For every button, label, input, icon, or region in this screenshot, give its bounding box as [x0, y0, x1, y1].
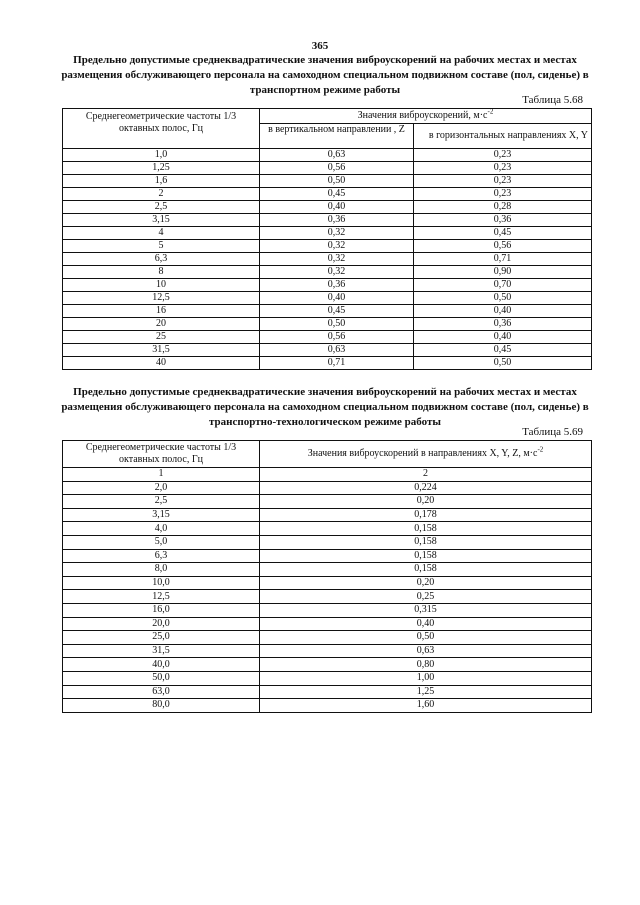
table-row: [63, 685, 592, 699]
header-frequency: Среднегеометрические частоты 1/3 октавных полос, Гц: [63, 441, 260, 468]
table-row: [63, 671, 592, 685]
column-number: 2: [260, 468, 592, 482]
frequency-cell: 3,15: [63, 508, 260, 522]
frequency-cell: 50,0: [63, 671, 260, 685]
horizontal-value-cell: 0,23: [414, 149, 592, 162]
value-cell: 1,00: [260, 671, 592, 685]
header-values: Значения виброускорений, $м\cdot с^{-2}$: [260, 109, 592, 124]
table-row: [63, 240, 592, 253]
frequency-cell: 4: [63, 227, 260, 240]
horizontal-value-cell: 0,45: [414, 227, 592, 240]
vertical-value-cell: 0,32: [260, 227, 414, 240]
horizontal-value-cell: 0,40: [414, 331, 592, 344]
column-number-row: [63, 468, 592, 482]
horizontal-value-cell: 0,23: [414, 188, 592, 201]
frequency-cell: 4,0: [63, 522, 260, 536]
frequency-cell: 25: [63, 331, 260, 344]
horizontal-value-cell: 0,36: [414, 318, 592, 331]
vertical-value-cell: 0,56: [260, 162, 414, 175]
page-number: 365: [311, 40, 329, 52]
table-row: [63, 149, 592, 162]
vertical-value-cell: 0,40: [260, 201, 414, 214]
table-row: [63, 508, 592, 522]
value-cell: 0,158: [260, 535, 592, 549]
frequency-cell: 1,6: [63, 175, 260, 188]
value-cell: 1,25: [260, 685, 592, 699]
frequency-cell: 12,5: [63, 292, 260, 305]
vertical-value-cell: 0,63: [260, 149, 414, 162]
table-5-68-label: Таблица 5.68: [522, 94, 583, 106]
vertical-value-cell: 0,45: [260, 305, 414, 318]
table-5-68: [62, 108, 592, 370]
table-row: [63, 292, 592, 305]
frequency-cell: 2: [63, 188, 260, 201]
column-number: 1: [63, 468, 260, 482]
horizontal-value-cell: 0,71: [414, 253, 592, 266]
vertical-value-cell: 0,36: [260, 214, 414, 227]
table-row: [63, 162, 592, 175]
frequency-cell: 2,5: [63, 495, 260, 509]
frequency-cell: 20,0: [63, 617, 260, 631]
frequency-cell: 1,0: [63, 149, 260, 162]
table-row: [63, 318, 592, 331]
table-row: [63, 617, 592, 631]
frequency-cell: 1,25: [63, 162, 260, 175]
table-row: [63, 658, 592, 672]
table-row: [63, 563, 592, 577]
table-row: [63, 495, 592, 509]
frequency-cell: 2,5: [63, 201, 260, 214]
table-row: [63, 253, 592, 266]
frequency-cell: 25,0: [63, 631, 260, 645]
frequency-cell: 31,5: [63, 644, 260, 658]
table-5-69-label: Таблица 5.69: [522, 426, 583, 438]
frequency-cell: 2,0: [63, 481, 260, 495]
table-row: [63, 331, 592, 344]
table-row: [63, 214, 592, 227]
vertical-value-cell: 0,36: [260, 279, 414, 292]
frequency-cell: 3,15: [63, 214, 260, 227]
table-5-68-title: Предельно допустимые среднеквадратические значения виброускорений на рабочих местах и местах размещения обслуживающего персонала на самоходном специальном подвижном составе (пол, сиденье) в транспортном режиме работы: [61, 54, 589, 96]
table-row: [63, 201, 592, 214]
frequency-cell: 6,3: [63, 253, 260, 266]
value-cell: 0,25: [260, 590, 592, 604]
vertical-value-cell: 0,50: [260, 175, 414, 188]
vertical-value-cell: 0,45: [260, 188, 414, 201]
vertical-value-cell: 0,40: [260, 292, 414, 305]
value-cell: 0,63: [260, 644, 592, 658]
frequency-cell: 20: [63, 318, 260, 331]
table-row: [63, 175, 592, 188]
value-cell: 0,315: [260, 603, 592, 617]
table-row: [63, 522, 592, 536]
table-row: [63, 535, 592, 549]
value-cell: 0,20: [260, 495, 592, 509]
value-cell: 0,224: [260, 481, 592, 495]
table-row: [63, 644, 592, 658]
frequency-cell: 63,0: [63, 685, 260, 699]
horizontal-value-cell: 0,50: [414, 357, 592, 370]
table-row: [63, 576, 592, 590]
frequency-cell: 16,0: [63, 603, 260, 617]
table-row: [63, 631, 592, 645]
table-row: [63, 590, 592, 604]
frequency-cell: 6,3: [63, 549, 260, 563]
horizontal-value-cell: 0,45: [414, 344, 592, 357]
horizontal-value-cell: 0,36: [414, 214, 592, 227]
horizontal-value-cell: 0,50: [414, 292, 592, 305]
frequency-cell: 16: [63, 305, 260, 318]
table-row: [63, 603, 592, 617]
value-cell: 1,60: [260, 699, 592, 713]
frequency-cell: 5: [63, 240, 260, 253]
value-cell: 0,20: [260, 576, 592, 590]
frequency-cell: 40: [63, 357, 260, 370]
frequency-cell: 31,5: [63, 344, 260, 357]
horizontal-value-cell: 0,23: [414, 162, 592, 175]
header-frequency: Среднегеометрические частоты 1/3 октавных полос, Гц: [63, 109, 260, 149]
value-cell: 0,40: [260, 617, 592, 631]
frequency-cell: 12,5: [63, 590, 260, 604]
table-5-69: [62, 440, 592, 713]
horizontal-value-cell: 0,23: [414, 175, 592, 188]
table-row: [63, 344, 592, 357]
horizontal-value-cell: 0,56: [414, 240, 592, 253]
value-cell: 0,50: [260, 631, 592, 645]
frequency-cell: 10,0: [63, 576, 260, 590]
table-row: [63, 227, 592, 240]
frequency-cell: 10: [63, 279, 260, 292]
vertical-value-cell: 0,32: [260, 240, 414, 253]
horizontal-value-cell: 0,28: [414, 201, 592, 214]
vertical-value-cell: 0,32: [260, 266, 414, 279]
horizontal-value-cell: 0,70: [414, 279, 592, 292]
value-cell: 0,80: [260, 658, 592, 672]
table-row: [63, 305, 592, 318]
vertical-value-cell: 0,32: [260, 253, 414, 266]
frequency-cell: 8: [63, 266, 260, 279]
horizontal-value-cell: 0,90: [414, 266, 592, 279]
value-cell: 0,158: [260, 563, 592, 577]
header-values: Значения виброускорений в направлениях X, Y, Z, $м\cdot с^{-2}$: [260, 441, 592, 468]
frequency-cell: 5,0: [63, 535, 260, 549]
horizontal-value-cell: 0,40: [414, 305, 592, 318]
vertical-value-cell: 0,71: [260, 357, 414, 370]
table-row: [63, 266, 592, 279]
table-row: [63, 549, 592, 563]
frequency-cell: 8,0: [63, 563, 260, 577]
table-row: [63, 481, 592, 495]
table-5-69-title: Предельно допустимые среднеквадратические значения виброускорений на рабочих местах и местах размещения обслуживающего персонала на самоходном специальном подвижном составе (пол, сиденье) в транспортно-технологическом режиме работы: [61, 386, 589, 428]
frequency-cell: 40,0: [63, 658, 260, 672]
table-row: [63, 188, 592, 201]
table-row: [63, 357, 592, 370]
value-cell: 0,158: [260, 549, 592, 563]
value-cell: 0,178: [260, 508, 592, 522]
table-row: [63, 699, 592, 713]
vertical-value-cell: 0,50: [260, 318, 414, 331]
vertical-value-cell: 0,56: [260, 331, 414, 344]
vertical-value-cell: 0,63: [260, 344, 414, 357]
table-row: [63, 279, 592, 292]
value-cell: 0,158: [260, 522, 592, 536]
frequency-cell: 80,0: [63, 699, 260, 713]
header-vertical: в вертикальном направлении , Z: [260, 124, 414, 149]
header-horizontal: в горизонтальных направлениях X, Y: [414, 124, 592, 149]
